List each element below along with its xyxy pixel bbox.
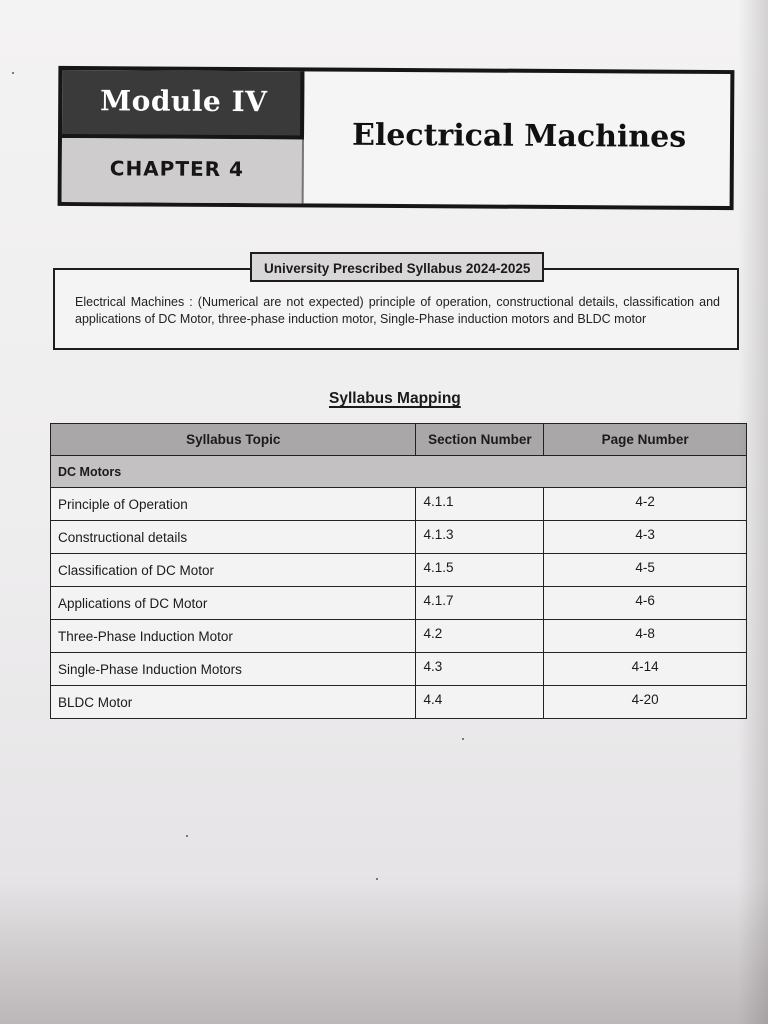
topic-cell: Constructional details xyxy=(51,521,416,554)
module-label: Module IV xyxy=(100,84,268,119)
table-row xyxy=(51,521,747,554)
module-banner xyxy=(62,70,304,139)
chapter-header xyxy=(58,66,735,210)
topic-cell: Applications of DC Motor xyxy=(51,587,416,620)
syllabus-mapping-table xyxy=(50,423,747,719)
section-cell: 4.3 xyxy=(416,653,544,686)
header-page-number: Page Number xyxy=(544,424,747,456)
table-row xyxy=(51,587,747,620)
section-cell: 4.1.3 xyxy=(416,521,544,554)
topic-cell: Classification of DC Motor xyxy=(51,554,416,587)
page-cell: 4-8 xyxy=(544,620,747,653)
table-header-row xyxy=(51,424,747,456)
topic-cell: Single-Phase Induction Motors xyxy=(51,653,416,686)
topic-cell: BLDC Motor xyxy=(51,686,416,719)
table-row xyxy=(51,653,747,686)
page-cell: 4-5 xyxy=(544,554,747,587)
section-cell: 4.1.5 xyxy=(416,554,544,587)
section-cell: 4.1.1 xyxy=(416,488,544,521)
page-speck xyxy=(12,72,14,74)
group-label: DC Motors xyxy=(51,456,747,488)
page-edge-shadow xyxy=(738,0,768,1024)
chapter-title: Electrical Machines xyxy=(351,117,687,155)
mapping-title: Syllabus Mapping xyxy=(329,390,461,407)
table-row xyxy=(51,488,747,521)
header-section-number: Section Number xyxy=(416,424,544,456)
table-row xyxy=(51,554,747,587)
section-cell: 4.4 xyxy=(416,686,544,719)
section-cell: 4.1.7 xyxy=(416,587,544,620)
page-cell: 4-14 xyxy=(544,653,747,686)
topic-cell: Three-Phase Induction Motor xyxy=(51,620,416,653)
page-cell: 4-6 xyxy=(544,587,747,620)
chapter-label: CHAPTER 4 xyxy=(109,156,245,182)
table-row xyxy=(51,620,747,653)
chapter-banner xyxy=(62,138,304,203)
table-row xyxy=(51,686,747,719)
topic-cell: Principle of Operation xyxy=(51,488,416,521)
page-cell: 4-2 xyxy=(544,488,747,521)
section-cell: 4.2 xyxy=(416,620,544,653)
table-group-row xyxy=(51,456,747,488)
syllabus-text: Electrical Machines : (Numerical are not expected) principle of operation, constructional details, classification and applications of DC Motor, three-phase induction motor, Single-Phase induction motors and BLDC motor xyxy=(75,295,720,326)
syllabus-tag: University Prescribed Syllabus 2024-2025 xyxy=(250,252,544,282)
header-syllabus-topic: Syllabus Topic xyxy=(51,424,416,456)
page-bottom-shadow xyxy=(0,884,768,1024)
page-cell: 4-3 xyxy=(544,521,747,554)
page-cell: 4-20 xyxy=(544,686,747,719)
page-speck xyxy=(462,738,464,740)
page-speck xyxy=(376,878,378,880)
page-speck xyxy=(186,835,188,837)
